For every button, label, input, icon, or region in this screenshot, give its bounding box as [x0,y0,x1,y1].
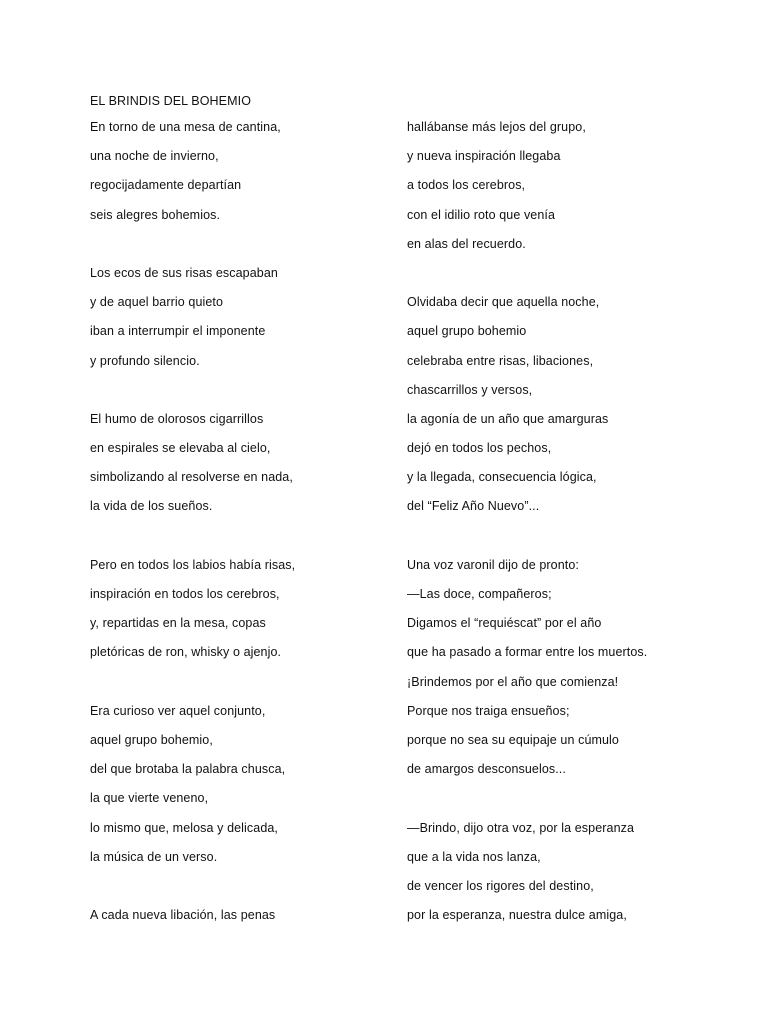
verse-line: —Brindo, dijo otra voz, por la esperanza [407,820,635,835]
verse-line: dejó en todos los pechos, [407,441,552,456]
verse-line: Los ecos de sus risas escapaban [90,265,278,280]
verse-line: por la esperanza, nuestra dulce amiga, [407,908,627,923]
verse-line: porque no sea su equipaje un cúmulo [407,732,619,747]
left-column [90,89,390,930]
verse-line: El humo de olorosos cigarrillos [90,411,264,426]
poem-title: EL BRINDIS DEL BOHEMIO [90,94,252,108]
verse-line: con el idilio roto que venía [407,207,556,222]
verse-line: En torno de una mesa de cantina, [90,120,281,134]
verse-line: celebraba entre risas, libaciones, [407,353,594,368]
stanza-break [90,522,390,551]
verse-line: la música de un verso. [90,849,218,864]
verse-line: en alas del recuerdo. [407,236,526,251]
verse-line: la vida de los sueños. [90,499,213,514]
stanza-break [407,259,707,288]
verse-line: a todos los cerebros, [407,178,526,193]
verse-line: Digamos el “requiéscat” por el año [407,616,602,631]
verse-line: de vencer los rigores del destino, [407,878,594,893]
verse-line: seis alegres bohemios. [90,207,221,222]
stanza-break [407,784,707,813]
verse-line: y, repartidas en la mesa, copas [90,616,266,631]
verse-line: hallábanse más lejos del grupo, [407,120,586,134]
verse-line: del que brotaba la palabra chusca, [90,762,286,777]
stanza-break [90,668,390,697]
stanza-break [407,522,707,551]
stanza-break [90,376,390,405]
verse-line: —Las doce, compañeros; [407,587,552,601]
verse-line: del “Feliz Año Nuevo”... [407,499,540,514]
verse-line: regocijadamente departían [90,178,242,193]
verse-line: de amargos desconsuelos... [407,762,566,777]
verse-line: chascarrillos y versos, [407,382,533,397]
verse-line: y la llegada, consecuencia lógica, [407,470,597,485]
verse-line: en espirales se elevaba al cielo, [90,441,271,456]
right-column-spacer [407,89,707,113]
verse-line: ¡Brindemos por el año que comienza! [407,674,619,689]
verse-line: lo mismo que, melosa y delicada, [90,820,279,835]
verse-line: y de aquel barrio quieto [90,295,224,310]
verse-line: y nueva inspiración llegaba [407,149,561,164]
verse-line: Pero en todos los labios había risas, [90,557,296,572]
verse-line: Era curioso ver aquel conjunto, [90,703,266,718]
verse-line: una noche de invierno, [90,149,219,164]
verse-line: que a la vida nos lanza, [407,849,541,864]
verse-line: A cada nueva libación, las penas [90,908,276,923]
verse-line: Una voz varonil dijo de pronto: [407,557,579,572]
verse-line: y profundo silencio. [90,353,200,368]
verse-line: simbolizando al resolverse en nada, [90,470,293,485]
verse-line: la agonía de un año que amarguras [407,411,609,426]
verse-line: Olvidaba decir que aquella noche, [407,295,600,310]
verse-line: aquel grupo bohemio, [90,732,213,747]
stanza-break [90,872,390,901]
verse-line: iban a interrumpir el imponente [90,324,266,339]
verse-line: aquel grupo bohemio [407,324,527,339]
verse-line: Porque nos traiga ensueños; [407,703,570,718]
verse-line: que ha pasado a formar entre los muertos. [407,645,648,660]
right-column [407,89,707,930]
verse-line: pletóricas de ron, whisky o ajenjo. [90,645,282,660]
verse-line: inspiración en todos los cerebros, [90,587,280,601]
stanza-break [90,230,390,259]
verse-line: la que vierte veneno, [90,791,209,806]
